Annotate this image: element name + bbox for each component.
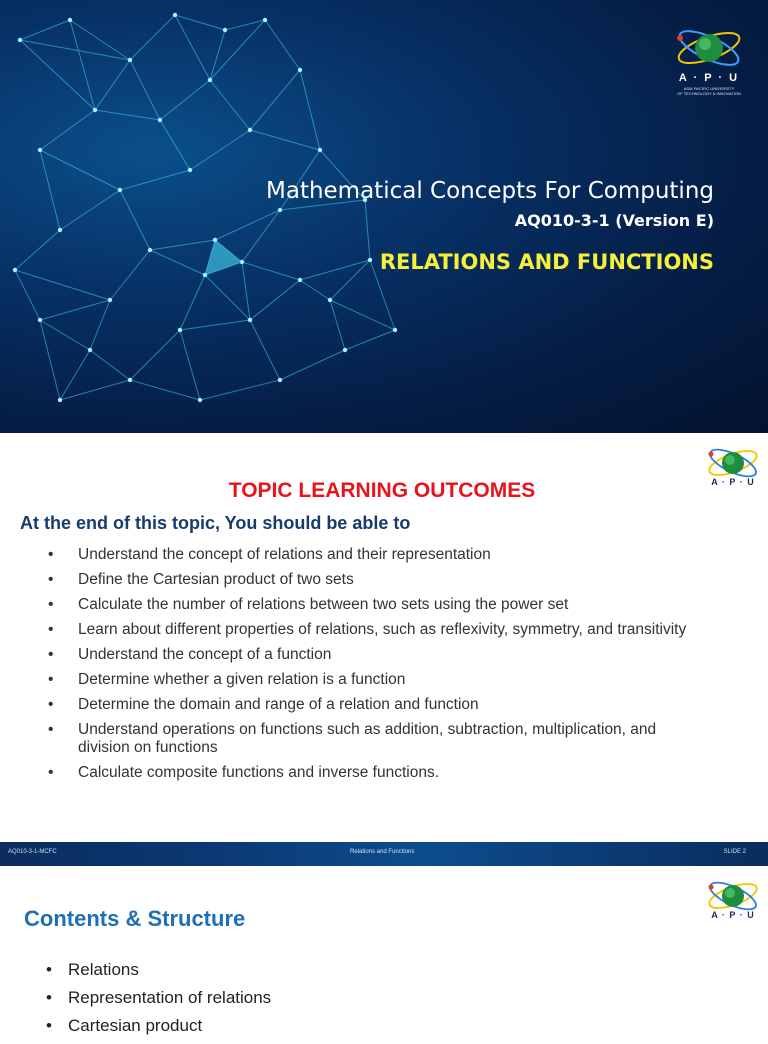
outcomes-heading: TOPIC LEARNING OUTCOMES	[228, 479, 536, 502]
network-node	[343, 348, 347, 352]
network-line	[250, 70, 300, 130]
network-line	[40, 110, 95, 150]
bullet-icon: •	[48, 671, 54, 688]
learning-outcomes-slide	[0, 433, 768, 866]
apu-logo-subtext-2: OF TECHNOLOGY & INNOVATION	[677, 91, 741, 96]
footer-slide-number: SLIDE 2	[723, 849, 746, 855]
bullet-icon: •	[48, 696, 54, 713]
network-line	[330, 300, 345, 350]
outcomes-subheading: At the end of this topic, You should be able to	[20, 513, 411, 533]
network-node	[188, 168, 192, 172]
network-line	[90, 300, 110, 350]
bullet-icon: •	[48, 721, 54, 738]
network-node	[38, 318, 42, 322]
contents-slide	[0, 866, 768, 1035]
bullet-icon: •	[48, 646, 54, 663]
network-line	[200, 380, 280, 400]
network-line	[300, 280, 330, 300]
outcomes-list	[48, 546, 708, 789]
list-item: • Define the Cartesian product of two sets	[48, 571, 354, 588]
network-line	[242, 262, 250, 320]
network-line	[40, 150, 60, 230]
network-node	[58, 398, 62, 402]
network-line	[130, 15, 175, 60]
network-line	[215, 210, 280, 240]
network-line	[20, 40, 130, 60]
network-line	[180, 320, 250, 330]
network-line	[242, 262, 300, 280]
network-line	[20, 20, 70, 40]
network-line	[280, 350, 345, 380]
apu-logo-subtext: ASIA PACIFIC UNIVERSITY	[683, 86, 735, 91]
slide-footer	[0, 842, 768, 866]
network-node	[198, 398, 202, 402]
network-line	[205, 275, 250, 320]
network-node	[38, 148, 42, 152]
network-line	[60, 190, 120, 230]
bullet-icon: •	[48, 621, 54, 638]
course-title: Mathematical Concepts For Computing	[266, 178, 714, 204]
list-item: • Determine the domain and range of a relation and function	[48, 696, 479, 713]
apu-logo-text: A · P · U	[711, 477, 755, 487]
network-line	[225, 20, 265, 30]
network-line	[250, 130, 320, 150]
network-line	[15, 270, 110, 300]
network-node	[173, 13, 177, 17]
network-line	[300, 70, 320, 150]
network-line	[250, 320, 280, 380]
network-line	[242, 210, 280, 262]
bullet-icon: •	[46, 1016, 52, 1035]
network-line	[265, 20, 300, 70]
network-node	[368, 258, 372, 262]
network-line	[150, 250, 205, 275]
network-line	[15, 270, 40, 320]
network-node	[318, 148, 322, 152]
network-line	[210, 20, 265, 80]
network-line	[40, 300, 110, 320]
network-node	[208, 78, 212, 82]
network-node	[393, 328, 397, 332]
list-item: • Calculate composite functions and inverse functions.	[48, 764, 440, 781]
list-item: • Learn about different properties of relations, such as reflexivity, symmetry, and transitivity	[48, 621, 687, 638]
footer-course-code: AQ010-3-1-MCFC	[8, 849, 57, 855]
list-item: • Cartesian product	[46, 1016, 203, 1035]
network-node	[178, 328, 182, 332]
network-line	[130, 60, 160, 120]
network-node	[248, 128, 252, 132]
network-line	[160, 80, 210, 120]
apu-logo-text: A · P · U	[711, 910, 755, 920]
bullet-icon: •	[48, 596, 54, 613]
network-node	[298, 278, 302, 282]
network-node	[128, 58, 132, 62]
bullet-icon: •	[48, 546, 54, 563]
bullet-icon: •	[48, 764, 54, 781]
network-line	[15, 230, 60, 270]
network-line	[175, 15, 225, 30]
network-line	[175, 15, 210, 80]
network-line	[70, 20, 95, 110]
network-line	[120, 190, 150, 250]
network-node	[108, 298, 112, 302]
network-line	[110, 250, 150, 300]
list-item: • Understand the concept of a function	[48, 646, 332, 663]
list-item: • Understand the concept of relations and their representation	[48, 546, 491, 563]
network-node	[148, 248, 152, 252]
network-line	[150, 240, 215, 250]
network-line	[40, 320, 60, 400]
network-line	[345, 330, 395, 350]
network-node	[223, 28, 227, 32]
course-code: AQ010-3-1 (Version E)	[514, 211, 714, 230]
network-node	[58, 228, 62, 232]
network-line	[130, 380, 200, 400]
network-line	[365, 200, 370, 260]
bullet-icon: •	[46, 960, 52, 979]
network-node	[278, 208, 282, 212]
network-node	[13, 268, 17, 272]
network-node	[263, 18, 267, 22]
network-line	[40, 320, 90, 350]
bullet-icon: •	[46, 988, 52, 1007]
network-node	[298, 68, 302, 72]
network-line	[180, 275, 205, 330]
list-item: • Calculate the number of relations between two sets using the power set	[48, 596, 569, 613]
contents-list	[46, 960, 271, 1044]
network-line	[180, 330, 200, 400]
network-node	[88, 348, 92, 352]
topic-title: RELATIONS AND FUNCTIONS	[379, 250, 714, 274]
network-node	[118, 188, 122, 192]
list-item: • Relations	[46, 960, 139, 979]
contents-heading: Contents & Structure	[24, 906, 246, 931]
network-line	[160, 120, 190, 170]
footer-topic: Relations and Functions	[350, 849, 415, 855]
network-node	[158, 118, 162, 122]
apu-logo	[703, 872, 763, 934]
network-node	[128, 378, 132, 382]
list-item: • Representation of relations	[46, 988, 272, 1007]
network-node	[328, 298, 332, 302]
network-line	[90, 350, 130, 380]
network-node	[68, 18, 72, 22]
network-node	[18, 38, 22, 42]
network-line	[210, 80, 250, 130]
network-node	[278, 378, 282, 382]
network-line	[20, 40, 95, 110]
network-node	[248, 318, 252, 322]
list-item: • Understand operations on functions such as addition, subtraction, multiplication, and division on functions	[48, 721, 657, 756]
network-node	[93, 108, 97, 112]
network-line	[95, 60, 130, 110]
network-line	[95, 110, 160, 120]
network-line	[120, 170, 190, 190]
title-slide	[0, 0, 768, 433]
network-line	[190, 130, 250, 170]
bullet-icon: •	[48, 571, 54, 588]
network-line	[250, 280, 300, 320]
network-line	[330, 300, 395, 330]
apu-logo-text: A · P · U	[678, 72, 740, 84]
network-line	[130, 330, 180, 380]
list-item: • Determine whether a given relation is a function	[48, 671, 406, 688]
network-line	[40, 150, 120, 190]
